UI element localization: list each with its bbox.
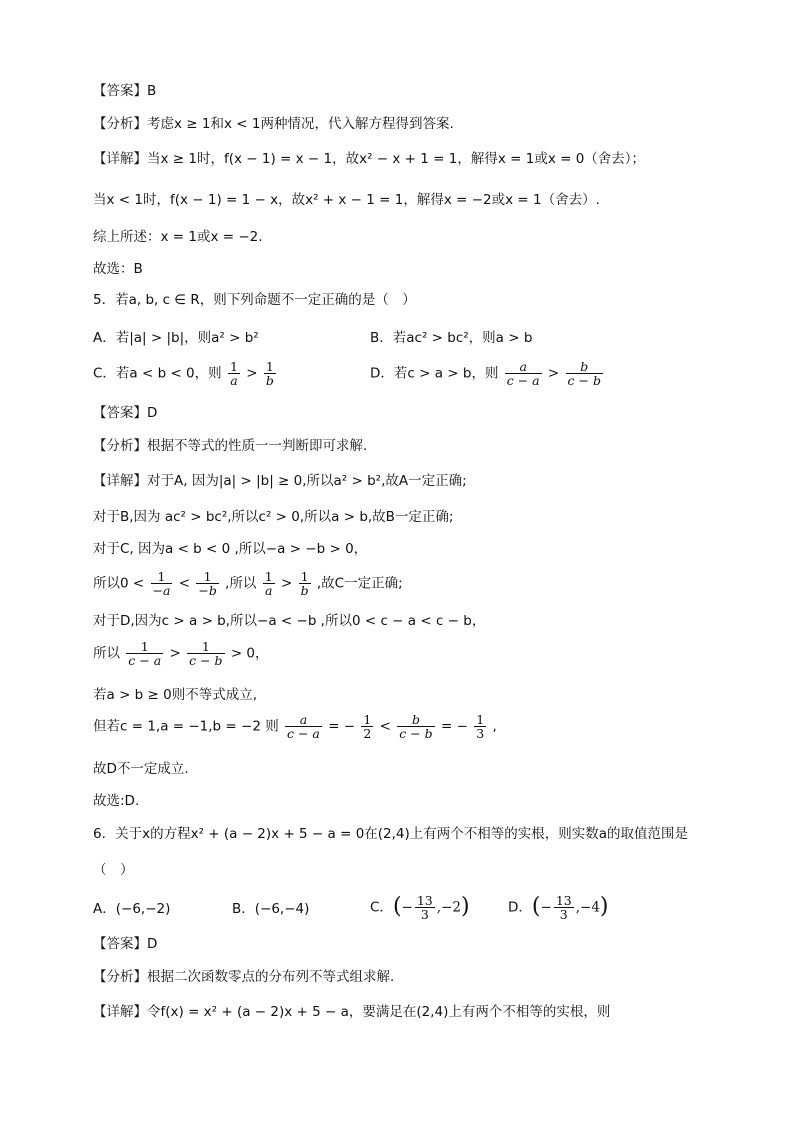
- analysis-line: 【分析】根据不等式的性质一一判断即可求解.: [93, 438, 368, 454]
- question-6-stem: 6．关于x的方程x² + (a − 2)x + 5 − a = 0在(2,4)上有两个不相等的实根，则实数a的取值范围是: [93, 826, 689, 842]
- detail-line: 【详解】令f(x) = x² + (a − 2)x + 5 − a，要满足在(2,4)上有两个不相等的实根，则: [93, 1004, 611, 1020]
- fraction: $\frac{1}{c - b}$: [189, 639, 223, 669]
- fraction: $\frac{b}{c - b}$: [399, 712, 433, 742]
- option-c-text: C．若a < b < 0，则: [93, 365, 222, 382]
- detail-line: 对于D,因为c > a > b,所以−a < −b ,所以0 < c − a < c − b，: [93, 613, 486, 629]
- fraction: $\frac{1}{2}$: [363, 712, 372, 742]
- detail-line: 对于C, 因为a < b < 0 ,所以−a > −b > 0，: [93, 541, 368, 557]
- fraction: $\frac{1}{a}$: [264, 569, 273, 599]
- question-6-paren: （ ）: [93, 862, 134, 878]
- question-6-option-c: C．(− $\frac{13}{3}$ ,−2): [370, 892, 470, 922]
- fraction: $\frac{1}{b}$: [265, 359, 274, 389]
- detail-line: 对于B,因为 ac² > bc²,所以c² > 0,所以a > b,故B一定正确;: [93, 509, 454, 525]
- detail-line: 所以0 < $\frac{1}{-a}$ < $\frac{1}{-b}$ ,所以 $\frac{1}{a}$ > $\frac{1}{b}$ ,故C一定正确;: [93, 569, 403, 599]
- detail-line: 故D不一定成立.: [93, 761, 189, 777]
- question-6-option-d: D．(− $\frac{13}{3}$ ,−4): [508, 892, 609, 922]
- summary-line: 综上所述：x = 1或x = −2.: [93, 229, 263, 245]
- question-5-stem: 5．若a, b, c ∈ R，则下列命题不一定正确的是（ ）: [93, 292, 416, 308]
- fraction: $\frac{b}{c - b}$: [567, 359, 601, 389]
- question-5-option-b: B．若ac² > bc²，则a > b: [370, 330, 533, 346]
- detail-line: 当x < 1时，f(x − 1) = 1 − x，故x² + x − 1 = 1，解得x = −2或x = 1（舍去）.: [93, 192, 600, 208]
- fraction: $\frac{1}{-b}$: [198, 569, 217, 599]
- detail-line: 若a > b ≥ 0则不等式成立,: [93, 687, 258, 703]
- analysis-line: 【分析】考虑x ≥ 1和x < 1两种情况，代入解方程得到答案.: [93, 116, 454, 132]
- fraction: $\frac{1}{b}$: [300, 569, 309, 599]
- fraction: $\frac{a}{c - a}$: [506, 359, 540, 389]
- detail-line: 所以 $\frac{1}{c - a}$ > $\frac{1}{c - b}$ > 0，: [93, 639, 269, 669]
- detail-line: 【详解】对于A, 因为|a| > |b| ≥ 0,所以a² > b²,故A一定正确;: [93, 473, 467, 489]
- answer-line: 【答案】D: [93, 405, 158, 421]
- analysis-line: 【分析】根据二次函数零点的分布列不等式组求解.: [93, 969, 395, 985]
- choice-line: 故选:D.: [93, 793, 140, 809]
- fraction: $\frac{1}{c - a}$: [128, 639, 162, 669]
- detail-line: 【详解】当x ≥ 1时，f(x − 1) = x − 1，故x² − x + 1 = 1，解得x = 1或x = 0（舍去）；: [93, 151, 646, 167]
- question-5-option-a: A．若|a| > |b|，则a² > b²: [93, 330, 259, 346]
- fraction: $\frac{1}{3}$: [476, 712, 485, 742]
- fraction: $\frac{13}{3}$: [555, 892, 572, 922]
- answer-line: 【答案】D: [93, 936, 158, 952]
- answer-line: 【答案】B: [93, 83, 157, 99]
- question-5-option-c: C．若a < b < 0，则 $\frac{1}{a}$ > $\frac{1}{b}$: [93, 359, 274, 389]
- detail-line: 但若c = 1,a = −1,b = −2 则 $\frac{a}{c - a}$ = − $\frac{1}{2}$ < $\frac{b}{c - b}$ = − $\frac{1}{3}$ ,: [93, 712, 497, 742]
- choice-line: 故选：B: [93, 261, 143, 277]
- fraction: $\frac{1}{-a}$: [152, 569, 171, 599]
- fraction: $\frac{1}{a}$: [229, 359, 238, 389]
- fraction: $\frac{13}{3}$: [416, 892, 433, 922]
- option-d-text: D．若c > a > b，则: [370, 365, 499, 382]
- question-6-option-b: B．(−6,−4): [232, 901, 310, 917]
- fraction: $\frac{a}{c - a}$: [287, 712, 320, 742]
- question-6-option-a: A．(−6,−2): [93, 901, 171, 917]
- question-5-option-d: D．若c > a > b，则 $\frac{a}{c - a}$ > $\frac{b}{c - b}$: [370, 359, 601, 389]
